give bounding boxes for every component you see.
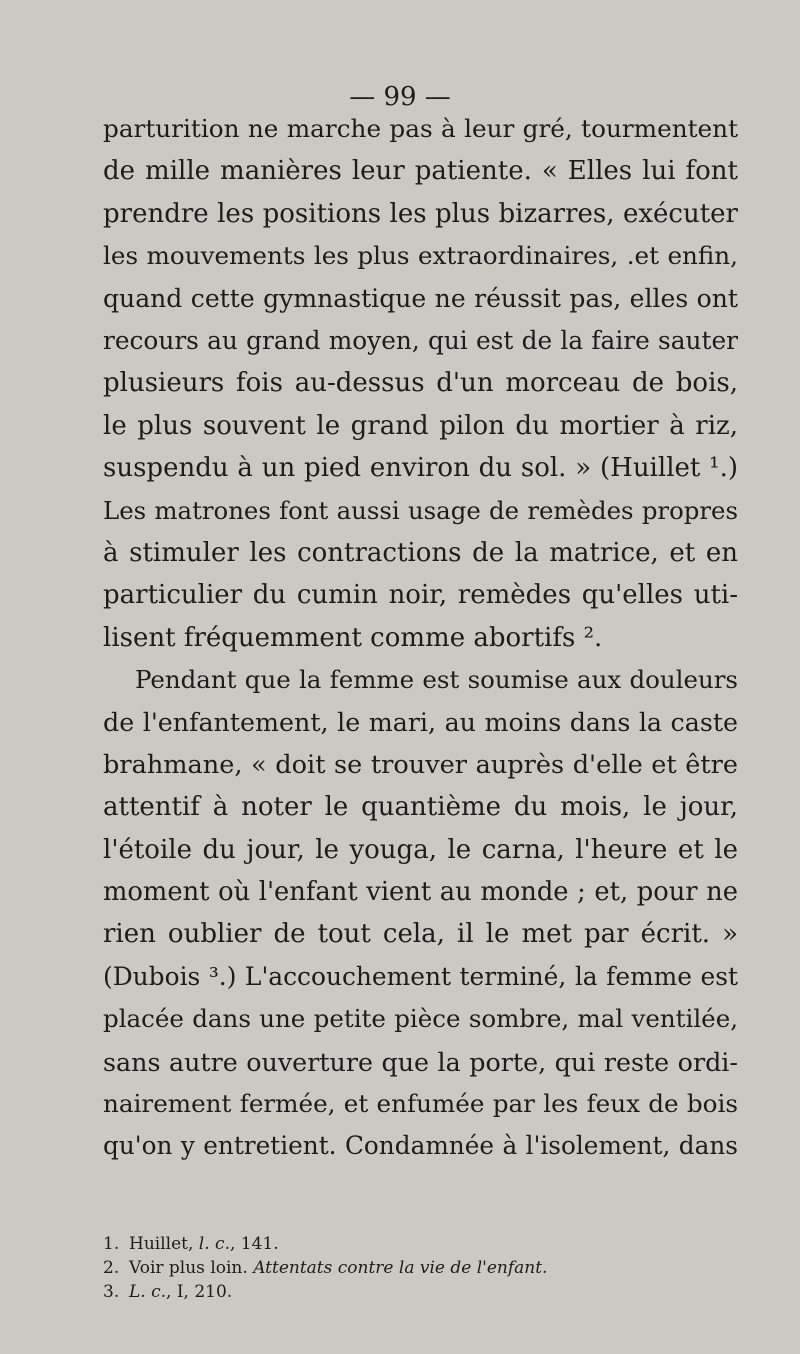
footnote-italic: l. c. (198, 1234, 230, 1254)
text-line: plusieurs fois au-dessus d'un morceau de bois, (103, 368, 738, 399)
footnote-italic: L. c. (129, 1282, 167, 1302)
footnote-text: Voir plus loin. (129, 1258, 254, 1278)
text-line: quand cette gymnastique ne réussit pas, elles ont (103, 283, 738, 313)
footnote-number: 2. (103, 1258, 120, 1278)
footnotes (103, 1232, 738, 1304)
text-line: recours au grand moyen, qui est de la faire sauter (103, 325, 738, 355)
text-line: suspendu à un pied environ du sol. » (Huillet ¹.) (103, 453, 738, 484)
footnote (103, 1256, 738, 1280)
text-line: nairement fermée, et enfumée par les feux de bois (103, 1088, 738, 1118)
text-line: Pendant que la femme est soumise aux douleurs (135, 665, 738, 695)
text-line: de mille manières leur patiente. « Elles lui font (103, 156, 738, 187)
text-line: de l'enfantement, le mari, au moins dans la caste (103, 707, 738, 738)
text-line: parturition ne marche pas à leur gré, tourmentent (103, 114, 738, 143)
text-line: l'étoile du jour, le youga, le carna, l'heure et le (103, 834, 738, 865)
text-line: moment où l'enfant vient au monde ; et, pour ne (103, 877, 738, 908)
text-line: Les matrones font aussi usage de remèdes propres (103, 495, 738, 525)
text-line: particulier du cumin noir, remèdes qu'elles uti- (103, 580, 738, 611)
footnote-text: , I, 210. (166, 1282, 233, 1302)
text-line: sans autre ouverture que la porte, qui reste ordi- (103, 1046, 738, 1077)
text-line: le plus souvent le grand pilon du mortier à riz, (103, 410, 738, 441)
body-text (103, 108, 738, 1168)
footnote-text: Huillet, (129, 1234, 199, 1254)
text-line: rien oublier de tout cela, il le met par écrit. » (103, 919, 738, 950)
footnote (103, 1232, 738, 1256)
footnote-number: 3. (103, 1282, 120, 1302)
footnote-number: 1. (103, 1234, 120, 1254)
text-line: lisent fréquemment comme abortifs ². (103, 622, 603, 653)
text-line: prendre les positions les plus bizarres, exécuter (103, 198, 738, 229)
footnote-text: , 141. (229, 1234, 279, 1254)
text-line: (Dubois ³.) L'accouchement terminé, la femme est (103, 961, 738, 991)
text-line: placée dans une petite pièce sombre, mal ventilée, (103, 1004, 738, 1034)
text-line: qu'on y entretient. Condamnée à l'isolement, dans (103, 1131, 738, 1161)
text-line: brahmane, « doit se trouver auprès d'elle et être (103, 749, 738, 780)
footnote (103, 1280, 738, 1304)
text-line: attentif à noter le quantième du mois, le jour, (103, 792, 738, 823)
text-line: à stimuler les contractions de la matrice, et en (103, 537, 738, 568)
footnote-italic: Attentats contre la vie de l'enfant. (253, 1258, 548, 1278)
text-line: les mouvements les plus extraordinaires, .et enfin, (103, 241, 738, 271)
page-number: — 99 — (349, 82, 451, 112)
